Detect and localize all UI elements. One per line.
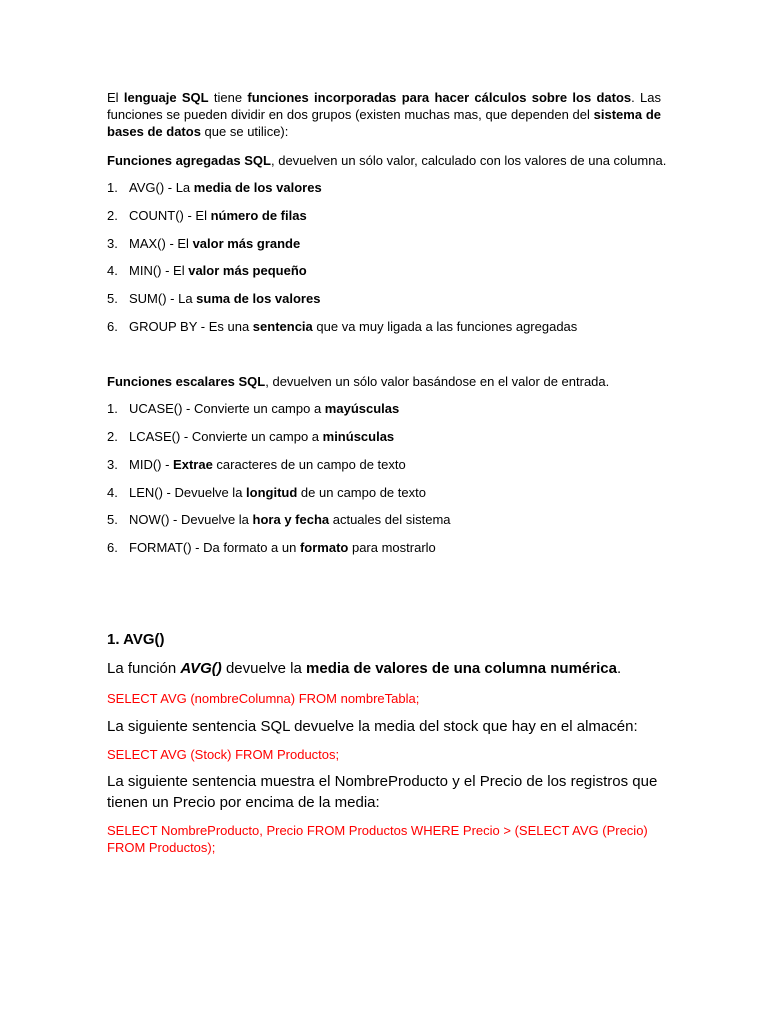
scalar-heading-rest: , devuelven un sólo valor basándose en el valor de entrada. xyxy=(265,374,610,389)
list-bold: sentencia xyxy=(252,319,313,334)
list-number: 6. xyxy=(107,540,118,555)
intro-text-3: . Las funciones se pueden dividir en dos grupos (existen muchas mas, que dependen del xyxy=(107,90,662,122)
scalar-list-item xyxy=(107,539,436,556)
scalar-list-item xyxy=(107,456,406,473)
avg-desc-text-3: . xyxy=(616,660,622,677)
list-bold: minúsculas xyxy=(322,429,395,444)
list-bold: longitud xyxy=(246,485,298,500)
intro-paragraph xyxy=(107,89,661,140)
intro-bold-3: sistema de bases de datos xyxy=(107,107,661,139)
list-bold: media de los valores xyxy=(193,180,322,195)
intro-bold-1: lenguaje SQL xyxy=(123,90,209,105)
list-number: 1. xyxy=(107,180,118,195)
avg-desc-text-2: devuelve la xyxy=(221,660,307,677)
list-text-after: para mostrarlo xyxy=(348,540,436,555)
list-number: 6. xyxy=(107,319,118,334)
aggregate-list-item xyxy=(107,235,300,252)
list-text: SUM() - La xyxy=(129,291,197,306)
intro-text-2: tiene xyxy=(208,90,248,105)
list-number: 5. xyxy=(107,512,118,527)
list-number: 1. xyxy=(107,401,118,416)
list-bold: suma de los valores xyxy=(196,291,321,306)
list-text-after: de un campo de texto xyxy=(297,485,426,500)
avg-description xyxy=(107,658,667,679)
list-text-after: que va muy ligada a las funciones agregadas xyxy=(312,319,578,334)
section-title: 1. AVG() xyxy=(107,631,165,648)
stock-paragraph: La siguiente sentencia SQL devuelve la media del stock que hay en el almacén: xyxy=(107,718,638,735)
list-number: 2. xyxy=(107,208,118,223)
scalar-list-item xyxy=(107,511,451,528)
scalar-heading xyxy=(107,373,609,390)
list-bold: hora y fecha xyxy=(252,512,330,527)
list-text: UCASE() - Convierte un campo a xyxy=(129,401,325,416)
aggregate-list-item xyxy=(107,290,320,307)
scalar-heading-bold: Funciones escalares SQL xyxy=(107,374,266,389)
list-text: NOW() - Devuelve la xyxy=(129,512,253,527)
list-text: COUNT() - El xyxy=(129,208,211,223)
list-text: LEN() - Devuelve la xyxy=(129,485,247,500)
list-number: 4. xyxy=(107,485,118,500)
list-bold: formato xyxy=(299,540,349,555)
aggregate-list-item xyxy=(107,207,307,224)
list-text: MID() - xyxy=(129,457,174,472)
avg-desc-function: AVG() xyxy=(180,660,222,677)
aggregate-list-item xyxy=(107,179,322,196)
intro-text-1: El xyxy=(107,90,124,105)
list-bold: valor más grande xyxy=(192,236,301,251)
list-text: LCASE() - Convierte un campo a xyxy=(129,429,323,444)
list-bold: número de filas xyxy=(210,208,307,223)
list-text: MAX() - El xyxy=(129,236,193,251)
aggregate-heading-rest: , devuelven un sólo valor, calculado con los valores de una columna. xyxy=(271,153,667,168)
aggregate-heading-bold: Funciones agregadas SQL xyxy=(107,153,271,168)
list-text: GROUP BY - Es una xyxy=(129,319,253,334)
aggregate-list-item xyxy=(107,318,577,335)
scalar-list-item xyxy=(107,428,394,445)
code-stock-example: SELECT AVG (Stock) FROM Productos; xyxy=(107,747,340,762)
code-price-example: SELECT NombreProducto, Precio FROM Productos WHERE Precio > (SELECT AVG (Precio) FROM Productos); xyxy=(107,823,648,855)
list-text: AVG() - La xyxy=(129,180,194,195)
scalar-list-item xyxy=(107,484,426,501)
price-paragraph: La siguiente sentencia muestra el NombreProducto y el Precio de los registros que tienen un Precio por encima de la media: xyxy=(107,773,658,811)
list-bold: valor más pequeño xyxy=(188,263,307,278)
aggregate-list-item xyxy=(107,262,307,279)
list-text-after: actuales del sistema xyxy=(329,512,451,527)
list-number: 2. xyxy=(107,429,118,444)
list-bold: Extrae xyxy=(173,457,213,472)
list-text-after: caracteres de un campo de texto xyxy=(212,457,406,472)
list-bold: mayúsculas xyxy=(324,401,400,416)
intro-text-4: que se utilice): xyxy=(200,124,289,139)
list-number: 5. xyxy=(107,291,118,306)
list-number: 4. xyxy=(107,263,118,278)
avg-desc-text-1: La función xyxy=(107,660,181,677)
intro-bold-2: funciones incorporadas para hacer cálculos sobre los datos xyxy=(247,90,632,105)
list-number: 3. xyxy=(107,457,118,472)
list-text: MIN() - El xyxy=(129,263,189,278)
list-text: FORMAT() - Da formato a un xyxy=(129,540,300,555)
avg-desc-bold: media de valores de una columna numérica xyxy=(306,660,617,677)
aggregate-heading xyxy=(107,152,666,169)
scalar-list-item xyxy=(107,400,399,417)
list-number: 3. xyxy=(107,236,118,251)
code-syntax: SELECT AVG (nombreColumna) FROM nombreTabla; xyxy=(107,691,420,706)
